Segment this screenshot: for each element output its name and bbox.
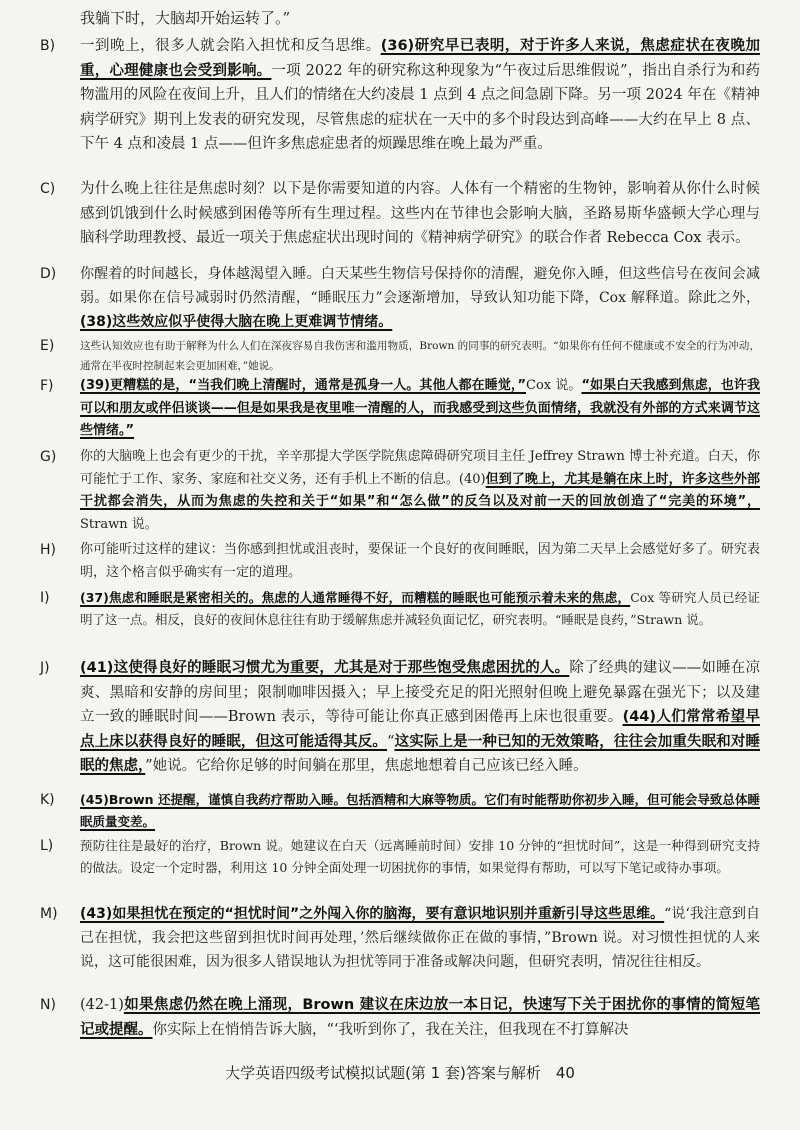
paragraph-segment: 一项 2022 年的研究称这种现象为“午夜过后思维假说”，指出自杀行为和药物滥用的风险在夜间上升，且人们的情绪在大约凌晨 1 点到 4 点之间急剧下降。另一项 2024 年在《精神病学研究》期刊上发表的研究发现，尽管焦虑的症状在一天中的多个时段达到高峰——大约在早上 8 点、下午 4 点和凌晨 1 点——但许多焦虑症患者的烦躁思维在晚上最为严重。 — [80, 62, 760, 152]
paragraph-text — [80, 656, 760, 779]
paragraph-b — [40, 34, 760, 157]
highlighted-answer: (43)如果担忧在预定的“担忧时间”之外闯入你的脑海，要有意识地识别并重新引导这些思维。 — [80, 906, 665, 922]
paragraph-c — [40, 177, 760, 251]
paragraph-e — [40, 337, 760, 376]
paragraph-n — [40, 993, 760, 1042]
paragraph-segment: 你醒着的时间越长，身体越渴望入睡。白天某些生物信号保持你的清醒，避免你入睡，但这些信号在夜间会减弱。如果你在信号减弱时仍然清醒，“睡眠压力”会逐渐增加，导致认知功能下降，Cox 解释道。除此之外， — [80, 266, 760, 306]
paragraph-segment: Cox 说。 — [526, 378, 582, 393]
paragraph-segment: 为什么晚上往往是焦虑时刻？以下是你需要知道的内容。人体有一个精密的生物钟，影响着从你什么时候感到饥饿到什么时候感到困倦等所有生理过程。这些内在节律也会影响大脑，圣路易斯华盛顿大学心理与脑科学助理教授、最近一项关于焦虑症状出现时间的《精神病学研究》的联合作者 Rebecca Cox 表示。 — [80, 181, 760, 246]
paragraph-label: I) — [40, 590, 50, 606]
paragraph-segment: Strawn 说。 — [80, 517, 158, 533]
paragraph-label: G) — [40, 449, 57, 465]
paragraph-j — [40, 656, 760, 779]
paragraph-l — [40, 835, 760, 879]
paragraph-f — [40, 375, 760, 443]
paragraph-text — [80, 903, 760, 975]
paragraph-text — [80, 263, 760, 335]
paragraph-text — [80, 789, 760, 833]
paragraph-segment: 你实际上在悄悄告诉大脑，“‘我听到你了，我在关注，但我现在不打算解决 — [152, 1021, 629, 1038]
paragraph-segment: “ — [387, 733, 395, 750]
paragraph-label: F) — [40, 378, 54, 394]
highlighted-answer: 但到了晚上，尤其是躺在床上时，许多这些外部干扰都会消失，从而为焦虑的失控和关于“如果”和“怎么做”的反刍以及对前一天的回放创造了“完美的环境”， — [80, 471, 760, 510]
paragraph-label: C) — [40, 181, 56, 197]
paragraph-segment: 预防往往是最好的治疗，Brown 说。她建议在白天（远离睡前时间）安排 10 分钟的“担忧时间”，这是一种得到研究支持的做法。设定一个定时器，利用这 10 分钟全面处理一切困扰你的事情，如果觉得有帮助，可以写下笔记或待办事项。 — [80, 838, 760, 876]
paragraph-d — [40, 263, 760, 335]
paragraph-text — [80, 34, 760, 157]
paragraph-text — [80, 337, 760, 376]
paragraph-text — [80, 539, 760, 584]
paragraph-segment: 你的大脑晚上也会有更少的干扰，辛辛那提大学医学院焦虑障碍研究项目主任 Jeffrey Strawn 博士补充道。白天，你可能忙于工作、家务、家庭和社交义务，还有手机上不断的信息。(40) — [80, 449, 760, 487]
paragraph-segment: “说‘我注意到自己在担忧，我会把这些留到担忧时间再处理，’然后继续做你正在做的事情，”Brown 说。对习惯性担忧的人来说，这可能很困难，因为很多人错误地认为担忧等同于准备或解决问题，但研究表明，情况往往相反。 — [80, 906, 760, 970]
paragraph-text — [80, 446, 760, 537]
highlighted-answer: 这实际上是一种已知的无效策略，往往会加重失眠和对睡眠的焦虑， — [80, 733, 760, 774]
paragraph-k — [40, 789, 760, 833]
carryover-line: 我躺下时，大脑却开始运转了。” — [80, 9, 291, 27]
highlighted-answer: 如果焦虑仍然在晚上涌现，Brown 建议在床边放一本日记，快速写下关于困扰你的事情的简短笔记或提醒。 — [80, 997, 760, 1038]
highlighted-answer: (45)Brown 还提醒，谨慎自我药疗帮助入睡。包括酒精和大麻等物质。它们有时能帮助你初步入睡，但可能会导致总体睡眠质量变差。 — [80, 792, 760, 830]
highlighted-answer: (36)研究早已表明，对于许多人来说，焦虑症状在夜晚加重，心理健康也会受到影响。 — [80, 38, 761, 79]
paragraph-g — [40, 446, 760, 537]
highlighted-answer: (39)更糟糕的是，“当我们晚上清醒时，通常是孤身一人。其他人都在睡觉，” — [80, 378, 527, 393]
paragraph-segment: 你可能听过这样的建议：当你感到担忧或沮丧时，要保证一个良好的夜间睡眠，因为第二天早上会感觉好多了。研究表明，这个格言似乎确实有一定的道理。 — [80, 542, 760, 580]
paragraph-label: H) — [40, 542, 56, 558]
paragraph-label: B) — [40, 38, 56, 54]
paragraph-segment: 一到晚上，很多人就会陷入担忧和反刍思维。 — [80, 38, 381, 54]
highlighted-answer: (41)这使得良好的睡眠习惯尤为重要，尤其是对于那些饱受焦虑困扰的人。 — [80, 660, 570, 676]
paragraph-label: L) — [40, 838, 54, 854]
paragraph-label: M) — [40, 906, 58, 922]
paragraph-text — [80, 993, 760, 1042]
paragraph-text — [80, 835, 760, 879]
paragraph-segment: (42-1) — [80, 997, 124, 1013]
paragraph-label: J) — [40, 660, 50, 676]
highlighted-answer: (37)焦虑和睡眠是紧密相关的。焦虑的人通常睡得不好，而糟糕的睡眠也可能预示着未来的焦虑， — [80, 590, 631, 605]
paragraph-label: D) — [40, 266, 57, 282]
paragraph-segment: 除了经典的建议——如睡在凉爽、黑暗和安静的房间里；限制咖啡因摄入；早上接受充足的阳光照射但晚上避免暴露在强光下；以及建立一致的睡眠时间——Brown 表示，等待可能让你真正感到困倦再上床也很重要。 — [80, 660, 761, 725]
paragraph-text — [80, 587, 760, 631]
paragraph-segment: ”她说。它给你足够的时间躺在那里，焦虑地想着自己应该已经入睡。 — [145, 758, 588, 774]
paragraph-segment: 这些认知效应也有助于解释为什么人们在深夜容易自我伤害和滥用物质，Brown 的同事的研究表明。“如果你有任何不健康或不安全的行为冲动，通常在半夜时控制起来会更加困难，”她说。 — [80, 340, 760, 372]
highlighted-answer: (44)人们常常希望早点上床以获得良好的睡眠，但这可能适得其反。 — [80, 709, 760, 750]
paragraph-segment: Cox 等研究人员已经证明了这一点。相反，良好的夜间休息往往有助于缓解焦虑并减轻负面记忆，研究表明。“睡眠是良药，”Strawn 说。 — [80, 590, 760, 628]
paragraph-m — [40, 903, 760, 975]
paragraph-label: N) — [40, 997, 56, 1013]
paragraph-text — [80, 177, 760, 251]
paragraph-text — [80, 375, 760, 443]
paragraph-label: E) — [40, 338, 55, 354]
paragraph-i — [40, 587, 760, 631]
paragraph-label: K) — [40, 792, 55, 808]
highlighted-answer: “如果白天我感到焦虑，也许我可以和朋友或伴侣谈谈——但是如果我是夜里唯一清醒的人，而我感受到这些负面情绪，我就没有外部的方式来调节这些情绪。” — [80, 378, 760, 439]
page-footer: 大学英语四级考试模拟试题(第 1 套)答案与解析 40 — [225, 1064, 575, 1082]
paragraph-h — [40, 539, 760, 584]
highlighted-answer: (38)这些效应似乎使得大脑在晚上更难调节情绪。 — [80, 313, 393, 330]
